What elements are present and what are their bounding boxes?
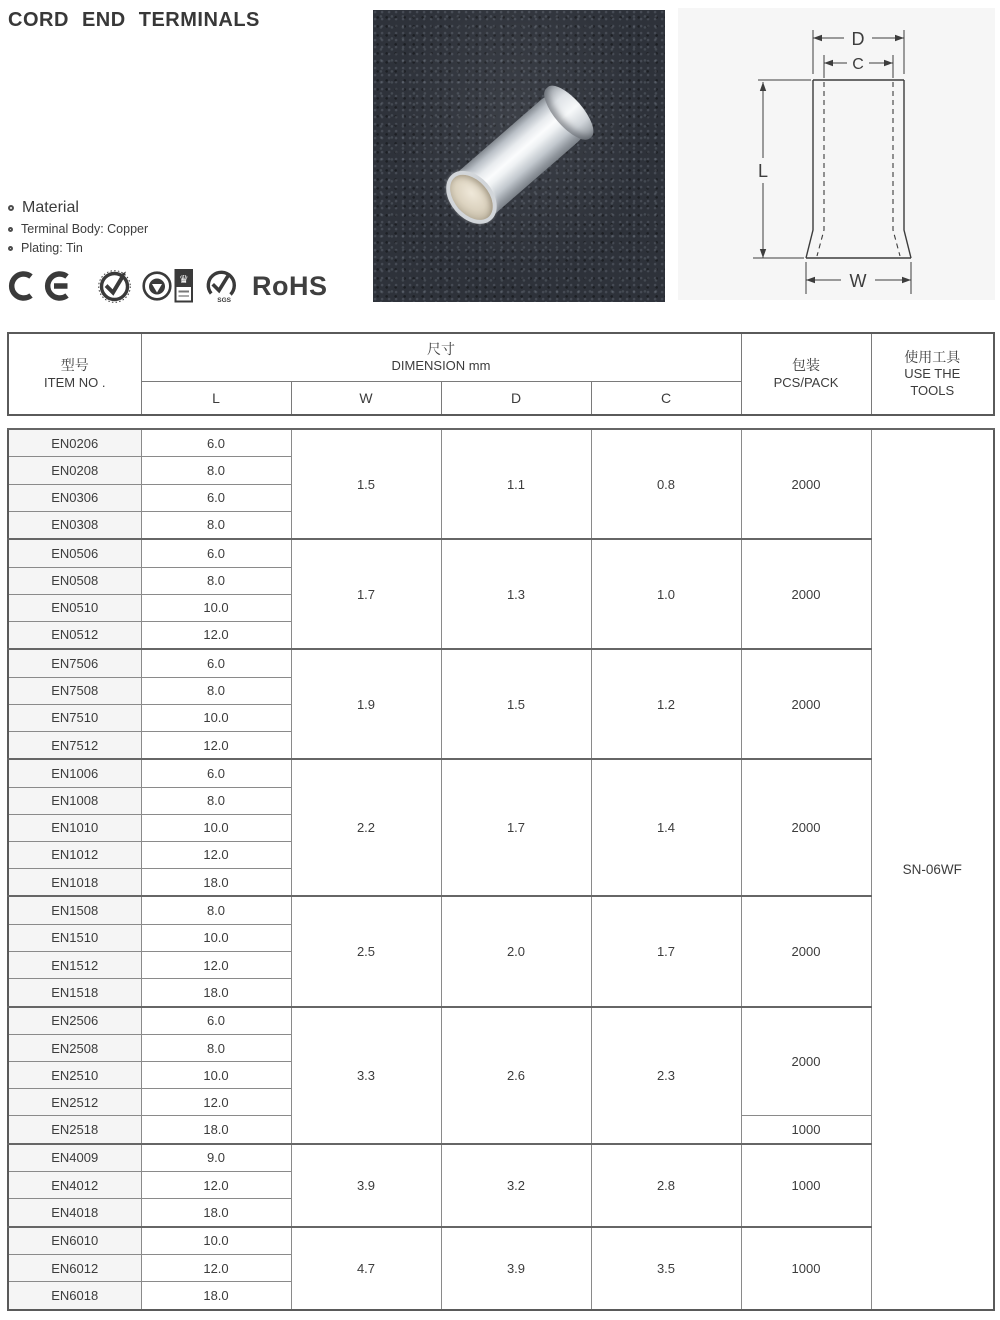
c-value-cell: 2.3 [591, 1007, 741, 1144]
page-title: CORD END TERMINALS [8, 9, 260, 31]
length-cell: 12.0 [141, 952, 291, 979]
item-no-cell: EN7512 [8, 731, 141, 759]
length-cell: 6.0 [141, 484, 291, 511]
dimension-diagram [678, 8, 995, 300]
c-value-cell: 3.5 [591, 1227, 741, 1310]
item-no-header-en: ITEM NO . [44, 374, 106, 390]
length-cell: 6.0 [141, 649, 291, 677]
certification-logos [4, 267, 328, 305]
length-cell: 18.0 [141, 1199, 291, 1227]
d-value-cell: 1.3 [441, 539, 591, 649]
svg-text:SGS: SGS [217, 297, 231, 304]
length-cell: 18.0 [141, 979, 291, 1007]
d-value-cell: 3.2 [441, 1144, 591, 1227]
length-cell: 18.0 [141, 1282, 291, 1310]
item-no-cell: EN6010 [8, 1227, 141, 1255]
col-header-pack [741, 333, 871, 415]
diagram-label-w: W [849, 271, 867, 291]
bullet-icon [8, 205, 14, 211]
table-row [8, 649, 994, 677]
c-value-cell: 1.0 [591, 539, 741, 649]
item-no-cell: EN0512 [8, 621, 141, 649]
d-value-cell: 2.0 [441, 896, 591, 1006]
product-photo [373, 10, 665, 302]
pack-header-en: PCS/PACK [773, 374, 839, 390]
table-row [8, 1144, 994, 1172]
material-heading: Material [22, 199, 79, 216]
material-item-line [8, 241, 148, 255]
item-no-cell: EN0506 [8, 539, 141, 567]
item-no-cell: EN2506 [8, 1007, 141, 1035]
table-row [8, 1007, 994, 1035]
weee-compliance-icon [97, 268, 133, 304]
item-no-cell: EN0206 [8, 429, 141, 457]
length-cell: 10.0 [141, 704, 291, 731]
table-row [8, 896, 994, 924]
col-header-item-no [8, 333, 141, 415]
tools-header-en2: TOOLS [910, 383, 955, 399]
length-cell: 12.0 [141, 621, 291, 649]
length-cell: 10.0 [141, 1227, 291, 1255]
pack-header-zh: 包装 [792, 357, 820, 374]
length-cell: 12.0 [141, 1089, 291, 1116]
col-header-dimension [141, 333, 741, 381]
length-cell: 12.0 [141, 1255, 291, 1282]
item-no-cell: EN0306 [8, 484, 141, 511]
w-value-cell: 3.3 [291, 1007, 441, 1144]
d-value-cell: 1.7 [441, 759, 591, 896]
rohs-label: RoHS [252, 270, 328, 301]
table-row [8, 429, 994, 457]
length-cell: 8.0 [141, 511, 291, 539]
table-row [8, 539, 994, 567]
w-value-cell: 2.2 [291, 759, 441, 896]
c-value-cell: 0.8 [591, 429, 741, 539]
item-no-cell: EN0308 [8, 511, 141, 539]
w-value-cell: 2.5 [291, 896, 441, 1006]
material-heading-line [8, 199, 148, 217]
iso-ukas-icon [142, 268, 194, 304]
c-value-cell: 1.2 [591, 649, 741, 759]
length-cell: 8.0 [141, 457, 291, 484]
table-row [8, 1227, 994, 1255]
item-no-cell: EN4012 [8, 1172, 141, 1199]
item-no-header-zh: 型号 [60, 357, 89, 374]
bullet-icon [8, 246, 13, 251]
c-value-cell: 1.7 [591, 896, 741, 1006]
item-no-cell: EN1018 [8, 869, 141, 897]
item-no-cell: EN1508 [8, 896, 141, 924]
d-value-cell: 1.5 [441, 649, 591, 759]
col-header-tools [871, 333, 994, 415]
table-row [8, 759, 994, 787]
item-no-cell: EN0510 [8, 594, 141, 621]
diagram-label-l: L [757, 161, 769, 181]
length-cell: 8.0 [141, 787, 291, 814]
item-no-cell: EN1512 [8, 952, 141, 979]
item-no-cell: EN2512 [8, 1089, 141, 1116]
length-cell: 6.0 [141, 429, 291, 457]
tools-header-zh: 使用工具 [904, 349, 961, 366]
item-no-cell: EN2518 [8, 1116, 141, 1144]
item-no-cell: EN4009 [8, 1144, 141, 1172]
pack-cell: 2000 [741, 539, 871, 649]
length-cell: 6.0 [141, 759, 291, 787]
length-cell: 10.0 [141, 594, 291, 621]
pack-cell: 2000 [741, 759, 871, 896]
item-no-cell: EN4018 [8, 1199, 141, 1227]
pack-cell: 1000 [741, 1227, 871, 1310]
item-no-cell: EN1518 [8, 979, 141, 1007]
c-value-cell: 2.8 [591, 1144, 741, 1227]
item-no-cell: EN2508 [8, 1035, 141, 1062]
length-cell: 8.0 [141, 896, 291, 924]
item-no-cell: EN1006 [8, 759, 141, 787]
item-no-cell: EN7508 [8, 677, 141, 704]
w-value-cell: 1.9 [291, 649, 441, 759]
col-header-w: W [291, 381, 441, 415]
length-cell: 10.0 [141, 814, 291, 841]
length-cell: 6.0 [141, 1007, 291, 1035]
d-value-cell: 2.6 [441, 1007, 591, 1144]
material-item: Plating: Tin [21, 241, 83, 255]
length-cell: 18.0 [141, 869, 291, 897]
length-cell: 12.0 [141, 1172, 291, 1199]
length-cell: 10.0 [141, 924, 291, 951]
spec-table-header [7, 332, 995, 416]
svg-text:♛: ♛ [178, 273, 189, 286]
dimension-header-zh: 尺寸 [427, 340, 455, 357]
item-no-cell: EN1510 [8, 924, 141, 951]
diagram-label-d: D [851, 29, 865, 49]
item-no-cell: EN2510 [8, 1062, 141, 1089]
w-value-cell: 3.9 [291, 1144, 441, 1227]
col-header-c: C [591, 381, 741, 415]
item-no-cell: EN1010 [8, 814, 141, 841]
length-cell: 8.0 [141, 677, 291, 704]
item-no-cell: EN1008 [8, 787, 141, 814]
pack-cell: 2000 [741, 429, 871, 539]
item-no-cell: EN6018 [8, 1282, 141, 1310]
col-header-l: L [141, 381, 291, 415]
w-value-cell: 4.7 [291, 1227, 441, 1310]
length-cell: 8.0 [141, 1035, 291, 1062]
length-cell: 10.0 [141, 1062, 291, 1089]
w-value-cell: 1.5 [291, 429, 441, 539]
material-item-line [8, 222, 148, 236]
tools-header-en1: USE THE [904, 366, 961, 382]
item-no-cell: EN6012 [8, 1255, 141, 1282]
length-cell: 6.0 [141, 539, 291, 567]
item-no-cell: EN0208 [8, 457, 141, 484]
length-cell: 18.0 [141, 1116, 291, 1144]
item-no-cell: EN0508 [8, 567, 141, 594]
length-cell: 9.0 [141, 1144, 291, 1172]
material-section [8, 199, 148, 260]
item-no-cell: EN1012 [8, 841, 141, 868]
diagram-label-c: C [852, 56, 864, 73]
length-cell: 12.0 [141, 841, 291, 868]
pack-cell: 1000 [741, 1144, 871, 1227]
bullet-icon [8, 227, 13, 232]
d-value-cell: 1.1 [441, 429, 591, 539]
ce-mark-icon [4, 270, 88, 302]
pack-cell: 1000 [741, 1116, 871, 1144]
pack-cell: 2000 [741, 896, 871, 1006]
c-value-cell: 1.4 [591, 759, 741, 896]
d-value-cell: 3.9 [441, 1227, 591, 1310]
item-no-cell: EN7506 [8, 649, 141, 677]
length-cell: 8.0 [141, 567, 291, 594]
sgs-certification-icon [203, 267, 241, 305]
pack-cell: 2000 [741, 1007, 871, 1116]
length-cell: 12.0 [141, 731, 291, 759]
material-item: Terminal Body: Copper [21, 222, 149, 236]
dimension-header-en: DIMENSION mm [391, 357, 491, 373]
ferrule-image [438, 80, 599, 232]
pack-cell: 2000 [741, 649, 871, 759]
col-header-d: D [441, 381, 591, 415]
w-value-cell: 1.7 [291, 539, 441, 649]
tools-cell: SN-06WF [871, 429, 994, 1310]
spec-table-body [7, 428, 995, 1311]
item-no-cell: EN7510 [8, 704, 141, 731]
